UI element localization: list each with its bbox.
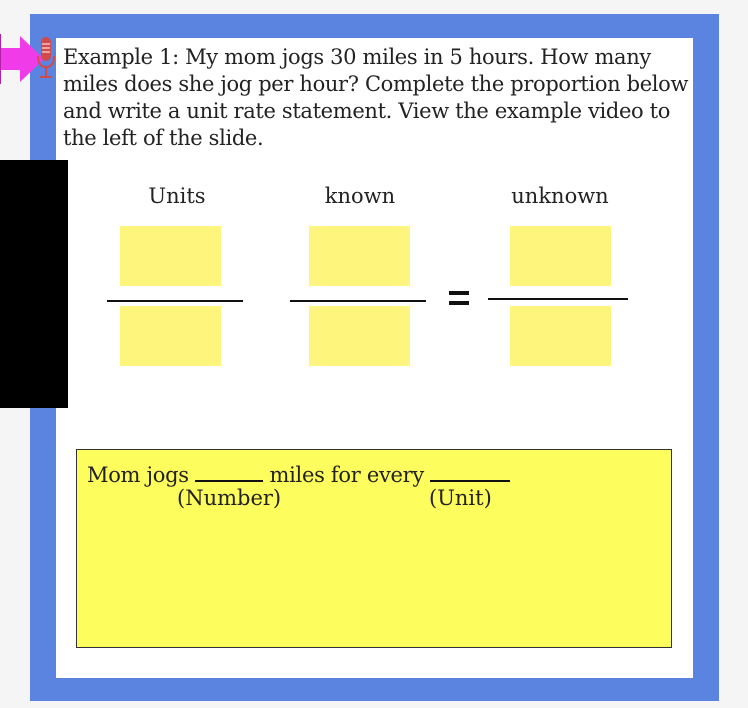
unknown-numerator-box[interactable]: [510, 226, 611, 286]
number-hint: (Number): [177, 486, 282, 510]
equals-sign: [449, 289, 471, 307]
unit-hint: (Unit): [429, 486, 492, 510]
units-fraction-bar: [107, 300, 243, 302]
column-label-known: known: [324, 184, 396, 208]
known-numerator-box[interactable]: [309, 226, 410, 286]
column-label-units: Units: [148, 184, 206, 208]
statement-text-middle: miles for every: [269, 463, 424, 487]
unknown-denominator-box[interactable]: [510, 306, 611, 366]
unknown-fraction-bar: [488, 298, 628, 300]
number-blank[interactable]: [195, 460, 263, 482]
unit-rate-statement-box[interactable]: [76, 449, 672, 648]
unit-blank[interactable]: [430, 460, 510, 482]
statement-line: [87, 460, 510, 487]
microphone-icon[interactable]: [36, 36, 56, 82]
known-fraction-bar: [290, 300, 426, 302]
units-numerator-box[interactable]: [120, 226, 221, 286]
units-denominator-box[interactable]: [120, 306, 221, 366]
known-denominator-box[interactable]: [309, 306, 410, 366]
column-label-unknown: unknown: [511, 184, 609, 208]
problem-prompt: Example 1: My mom jogs 30 miles in 5 hours. How many miles does she jog per hour? Complete the proportion below and write a unit rate statement. View the example video to the left of the slide.: [63, 45, 689, 150]
video-placeholder[interactable]: [0, 160, 68, 408]
statement-text-start: Mom jogs: [87, 463, 189, 487]
